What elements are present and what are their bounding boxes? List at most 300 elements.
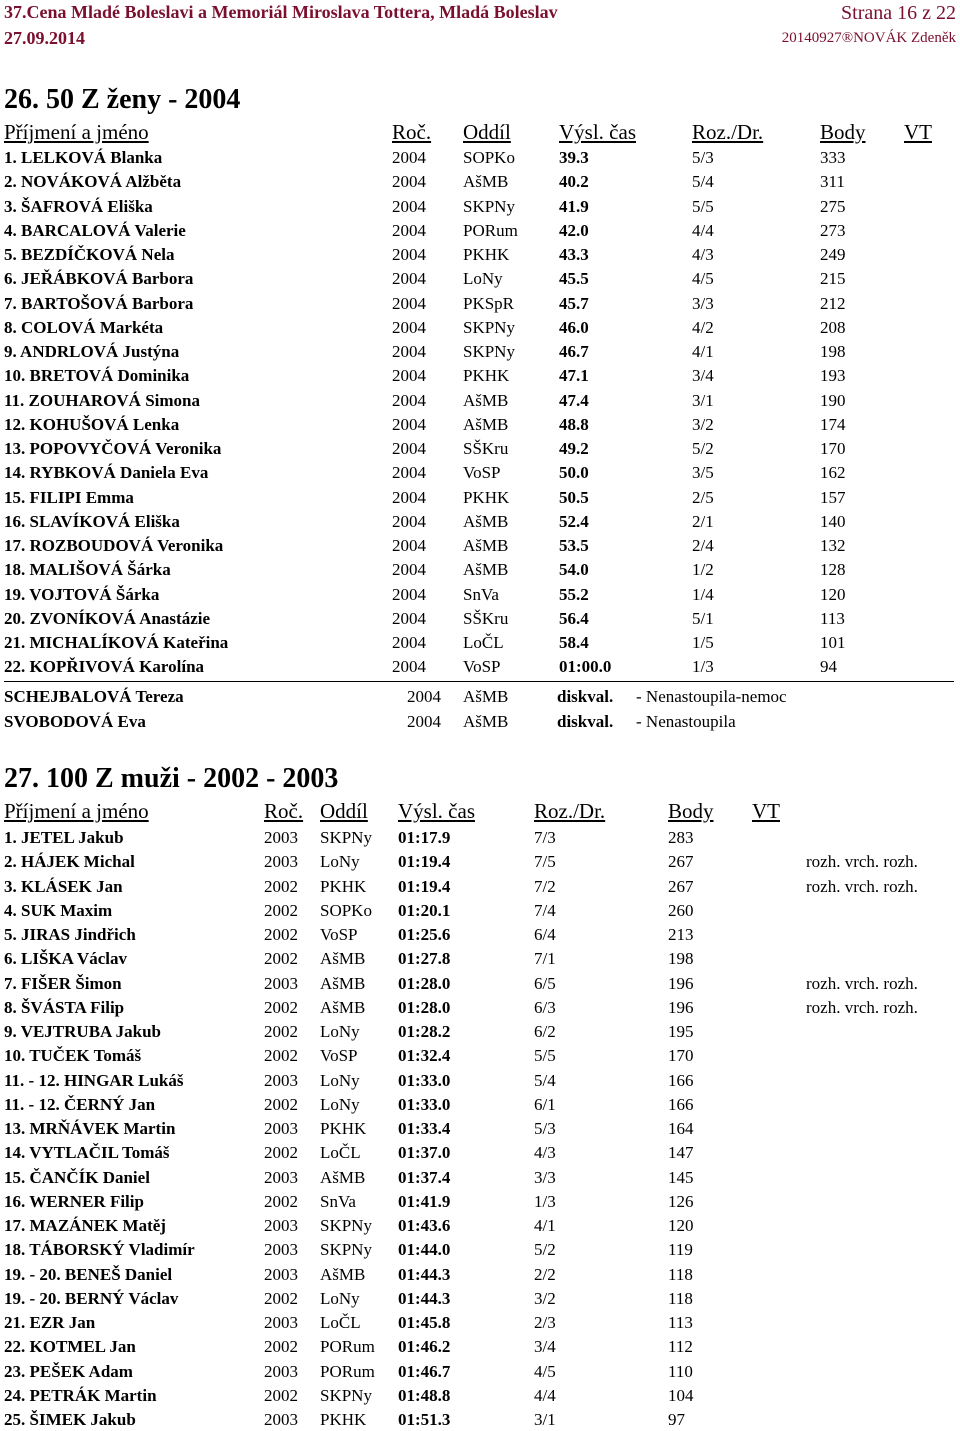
cell-club: AšMB	[463, 536, 509, 555]
cell-split: 2/1	[692, 512, 714, 531]
cell-year: 2003	[264, 974, 298, 993]
header-line-1	[4, 2, 956, 26]
cell-time: 01:33.0	[398, 1095, 451, 1114]
cell-year: 2003	[264, 1168, 298, 1187]
cell-name: 24. PETRÁK Martin	[4, 1386, 157, 1405]
cell-points: 267	[668, 877, 694, 896]
cell-year: 2003	[264, 1313, 298, 1332]
cell-split: 3/4	[534, 1337, 556, 1356]
cell-year: 2003	[264, 828, 298, 847]
cell-year: 2004	[392, 197, 426, 216]
cell-split: 5/3	[692, 148, 714, 167]
cell-points: 215	[820, 269, 846, 288]
cell-club: AšMB	[463, 512, 509, 531]
cell-points: 283	[668, 828, 694, 847]
cell-name: 11. ZOUHAROVÁ Simona	[4, 391, 200, 410]
cell-year: 2003	[264, 1119, 298, 1138]
cell-name: 21. EZR Jan	[4, 1313, 96, 1332]
cell-year: 2002	[264, 901, 298, 920]
cell-name: 23. PEŠEK Adam	[4, 1362, 133, 1381]
dq-cell-status: diskval.	[557, 687, 614, 706]
cell-club: PKHK	[463, 488, 510, 507]
cell-time: 46.7	[559, 342, 589, 361]
cell-year: 2004	[392, 657, 426, 676]
cell-club: PKHK	[463, 245, 510, 264]
cell-time: 01:19.4	[398, 852, 451, 871]
cell-split: 6/2	[534, 1022, 556, 1041]
cell-points: 104	[668, 1386, 694, 1405]
dq-cell-name: SVOBODOVÁ Eva	[4, 712, 146, 731]
cell-time: 01:45.8	[398, 1313, 451, 1332]
cell-club: SKPNy	[320, 1216, 372, 1235]
cell-name: 17. ROZBOUDOVÁ Veronika	[4, 536, 224, 555]
cell-club: VoSP	[463, 657, 501, 676]
cell-split: 2/2	[534, 1265, 556, 1284]
cell-points: 174	[820, 415, 846, 434]
cell-split: 1/2	[692, 560, 714, 579]
section-title: 27. 100 Z muži - 2002 - 2003	[4, 763, 339, 794]
cell-split: 7/3	[534, 828, 556, 847]
cell-time: 47.4	[559, 391, 589, 410]
author-stamp: 20140927®NOVÁK Zdeněk	[781, 30, 956, 46]
cell-year: 2004	[392, 560, 426, 579]
cell-year: 2003	[264, 1071, 298, 1090]
column-header-time: Výsl. čas	[398, 799, 475, 823]
cell-split: 3/3	[534, 1168, 556, 1187]
cell-year: 2002	[264, 1095, 298, 1114]
cell-points: 208	[820, 318, 846, 337]
cell-club: SOPKo	[320, 901, 372, 920]
cell-points: 140	[820, 512, 846, 531]
cell-split: 7/5	[534, 852, 556, 871]
cell-split: 4/1	[692, 342, 714, 361]
cell-club: PKHK	[320, 1119, 367, 1138]
cell-split: 6/4	[534, 925, 556, 944]
cell-points: 110	[668, 1362, 693, 1381]
cell-year: 2004	[392, 318, 426, 337]
cell-year: 2004	[392, 172, 426, 191]
cell-name: 1. LELKOVÁ Blanka	[4, 148, 163, 167]
cell-time: 42.0	[559, 221, 589, 240]
cell-club: SKPNy	[320, 828, 372, 847]
cell-points: 120	[668, 1216, 694, 1235]
cell-time: 01:44.0	[398, 1240, 451, 1259]
column-header-year: Roč.	[392, 120, 432, 144]
cell-time: 01:25.6	[398, 925, 451, 944]
cell-club: PKHK	[463, 366, 510, 385]
cell-club: LoNy	[320, 852, 360, 871]
cell-name: 16. WERNER Filip	[4, 1192, 144, 1211]
cell-name: 3. KLÁSEK Jan	[4, 877, 123, 896]
cell-name: 7. FIŠER Šimon	[4, 974, 122, 993]
cell-name: 2. HÁJEK Michal	[4, 852, 135, 871]
cell-points: 112	[668, 1337, 693, 1356]
cell-name: 2. NOVÁKOVÁ Alžběta	[4, 172, 182, 191]
cell-name: 4. BARCALOVÁ Valerie	[4, 221, 186, 240]
cell-vt: rozh. vrch. rozh.	[806, 974, 918, 993]
cell-split: 7/2	[534, 877, 556, 896]
cell-club: AšMB	[463, 172, 509, 191]
column-header-name: Příjmení a jméno	[4, 799, 149, 823]
cell-club: AšMB	[320, 998, 366, 1017]
section-divider	[4, 681, 954, 682]
cell-club: SnVa	[320, 1192, 356, 1211]
cell-time: 43.3	[559, 245, 589, 264]
cell-split: 4/5	[534, 1362, 556, 1381]
cell-name: 21. MICHALÍKOVÁ Kateřina	[4, 633, 229, 652]
cell-split: 4/3	[534, 1143, 556, 1162]
competition-title: 37.Cena Mladé Boleslavi a Memoriál Miroslava Tottera, Mladá Boleslav	[4, 2, 558, 22]
cell-points: 118	[668, 1265, 693, 1284]
cell-time: 01:43.6	[398, 1216, 451, 1235]
cell-name: 6. LIŠKA Václav	[4, 949, 127, 968]
cell-time: 50.5	[559, 488, 589, 507]
cell-points: 170	[820, 439, 846, 458]
cell-time: 40.2	[559, 172, 589, 191]
column-header-name: Příjmení a jméno	[4, 120, 149, 144]
cell-time: 58.4	[559, 633, 589, 652]
cell-points: 311	[820, 172, 845, 191]
cell-name: 14. RYBKOVÁ Daniela Eva	[4, 463, 209, 482]
cell-split: 1/3	[534, 1192, 556, 1211]
cell-points: 145	[668, 1168, 694, 1187]
cell-split: 4/3	[692, 245, 714, 264]
cell-time: 41.9	[559, 197, 589, 216]
cell-time: 46.0	[559, 318, 589, 337]
cell-club: AšMB	[320, 1168, 366, 1187]
cell-name: 1. JETEL Jakub	[4, 828, 124, 847]
column-header-club: Oddíl	[320, 799, 368, 823]
dq-cell-name: SCHEJBALOVÁ Tereza	[4, 687, 184, 706]
cell-split: 3/2	[534, 1289, 556, 1308]
cell-points: 164	[668, 1119, 694, 1138]
cell-year: 2003	[264, 1240, 298, 1259]
cell-year: 2004	[392, 536, 426, 555]
cell-year: 2003	[264, 1362, 298, 1381]
cell-time: 01:32.4	[398, 1046, 451, 1065]
cell-split: 5/2	[534, 1240, 556, 1259]
cell-club: SŠKru	[463, 609, 509, 628]
cell-year: 2004	[392, 294, 426, 313]
cell-name: 4. SUK Maxim	[4, 901, 113, 920]
dq-cell-status: diskval.	[557, 712, 614, 731]
cell-points: 126	[668, 1192, 694, 1211]
cell-time: 01:33.0	[398, 1071, 451, 1090]
cell-split: 6/1	[534, 1095, 556, 1114]
cell-club: SKPNy	[463, 342, 515, 361]
cell-year: 2004	[392, 269, 426, 288]
cell-time: 01:28.0	[398, 998, 451, 1017]
cell-club: AšMB	[463, 391, 509, 410]
cell-split: 1/5	[692, 633, 714, 652]
cell-split: 1/4	[692, 585, 714, 604]
cell-points: 198	[668, 949, 694, 968]
cell-points: 267	[668, 852, 694, 871]
cell-points: 120	[820, 585, 846, 604]
cell-club: AšMB	[320, 974, 366, 993]
cell-split: 3/2	[692, 415, 714, 434]
cell-points: 97	[668, 1410, 685, 1429]
cell-club: SnVa	[463, 585, 499, 604]
cell-year: 2004	[392, 245, 426, 264]
cell-split: 4/4	[534, 1386, 556, 1405]
cell-year: 2004	[392, 463, 426, 482]
section-title: 26. 50 Z ženy - 2004	[4, 84, 241, 115]
cell-split: 6/3	[534, 998, 556, 1017]
cell-club: SKPNy	[320, 1240, 372, 1259]
column-header-vt: VT	[752, 799, 780, 823]
cell-vt: rozh. vrch. rozh.	[806, 877, 918, 896]
cell-time: 47.1	[559, 366, 589, 385]
cell-club: AšMB	[320, 949, 366, 968]
cell-split: 3/1	[534, 1410, 556, 1429]
cell-name: 7. BARTOŠOVÁ Barbora	[4, 294, 194, 313]
cell-year: 2002	[264, 949, 298, 968]
cell-year: 2004	[392, 366, 426, 385]
cell-points: 193	[820, 366, 846, 385]
cell-split: 6/5	[534, 974, 556, 993]
cell-time: 01:33.4	[398, 1119, 451, 1138]
cell-time: 01:00.0	[559, 657, 612, 676]
cell-time: 01:37.4	[398, 1168, 451, 1187]
cell-name: 20. ZVONÍKOVÁ Anastázie	[4, 609, 211, 628]
cell-points: 132	[820, 536, 846, 555]
cell-points: 128	[820, 560, 846, 579]
cell-time: 01:44.3	[398, 1289, 451, 1308]
dq-cell-note: - Nenastoupila-nemoc	[636, 687, 787, 706]
cell-time: 01:20.1	[398, 901, 451, 920]
cell-club: SKPNy	[463, 318, 515, 337]
cell-year: 2002	[264, 1143, 298, 1162]
cell-name: 13. POPOVYČOVÁ Veronika	[4, 439, 222, 458]
cell-split: 3/4	[692, 366, 714, 385]
cell-club: PORum	[463, 221, 518, 240]
cell-year: 2002	[264, 1046, 298, 1065]
cell-split: 5/2	[692, 439, 714, 458]
cell-club: SKPNy	[320, 1386, 372, 1405]
cell-club: LoČL	[320, 1313, 361, 1332]
cell-name: 11. - 12. HINGAR Lukáš	[4, 1071, 184, 1090]
cell-name: 19. - 20. BENEŠ Daniel	[4, 1265, 173, 1284]
cell-name: 13. MRŇÁVEK Martin	[4, 1119, 176, 1138]
cell-split: 5/5	[534, 1046, 556, 1065]
cell-name: 14. VYTLAČIL Tomáš	[4, 1143, 170, 1162]
cell-time: 45.7	[559, 294, 589, 313]
cell-club: VoSP	[320, 925, 358, 944]
cell-year: 2002	[264, 1192, 298, 1211]
page-number: Strana 16 z 22	[841, 2, 956, 24]
cell-name: 3. ŠAFROVÁ Eliška	[4, 197, 153, 216]
cell-time: 01:46.2	[398, 1337, 451, 1356]
cell-points: 196	[668, 974, 694, 993]
cell-time: 39.3	[559, 148, 589, 167]
cell-name: 9. ANDRLOVÁ Justýna	[4, 342, 180, 361]
cell-name: 16. SLAVÍKOVÁ Eliška	[4, 512, 180, 531]
cell-points: 162	[820, 463, 846, 482]
cell-club: LoČL	[463, 633, 504, 652]
cell-time: 01:46.7	[398, 1362, 451, 1381]
cell-time: 50.0	[559, 463, 589, 482]
cell-vt: rozh. vrch. rozh.	[806, 998, 918, 1017]
cell-time: 45.5	[559, 269, 589, 288]
cell-year: 2004	[392, 342, 426, 361]
cell-split: 4/2	[692, 318, 714, 337]
cell-time: 55.2	[559, 585, 589, 604]
column-header-year: Roč.	[264, 799, 304, 823]
cell-year: 2004	[392, 609, 426, 628]
cell-year: 2004	[392, 391, 426, 410]
cell-year: 2003	[264, 852, 298, 871]
column-header-points: Body	[820, 120, 866, 144]
cell-name: 5. BEZDÍČKOVÁ Nela	[4, 245, 175, 264]
cell-points: 196	[668, 998, 694, 1017]
cell-year: 2004	[392, 148, 426, 167]
cell-split: 2/4	[692, 536, 714, 555]
cell-name: 8. COLOVÁ Markéta	[4, 318, 164, 337]
cell-points: 94	[820, 657, 837, 676]
cell-club: LoNy	[320, 1071, 360, 1090]
cell-points: 195	[668, 1022, 694, 1041]
cell-vt: rozh. vrch. rozh.	[806, 852, 918, 871]
cell-year: 2003	[264, 1265, 298, 1284]
cell-name: 11. - 12. ČERNÝ Jan	[4, 1095, 156, 1114]
cell-time: 52.4	[559, 512, 589, 531]
cell-name: 15. ČANČÍK Daniel	[4, 1168, 150, 1187]
cell-time: 01:17.9	[398, 828, 451, 847]
cell-club: LoČL	[320, 1143, 361, 1162]
cell-name: 22. KOPŘIVOVÁ Karolína	[4, 657, 205, 676]
cell-club: VoSP	[463, 463, 501, 482]
cell-time: 01:41.9	[398, 1192, 451, 1211]
cell-split: 3/5	[692, 463, 714, 482]
cell-split: 1/3	[692, 657, 714, 676]
cell-name: 5. JIRAS Jindřich	[4, 925, 136, 944]
cell-year: 2002	[264, 1289, 298, 1308]
cell-club: AšMB	[320, 1265, 366, 1284]
cell-name: 10. TUČEK Tomáš	[4, 1046, 142, 1065]
cell-year: 2002	[264, 925, 298, 944]
cell-time: 01:19.4	[398, 877, 451, 896]
cell-year: 2004	[392, 633, 426, 652]
cell-name: 6. JEŘÁBKOVÁ Barbora	[4, 269, 194, 288]
cell-club: PKSpR	[463, 294, 515, 313]
cell-time: 01:44.3	[398, 1265, 451, 1284]
cell-points: 113	[820, 609, 845, 628]
cell-name: 15. FILIPI Emma	[4, 488, 134, 507]
cell-points: 101	[820, 633, 846, 652]
cell-time: 01:28.2	[398, 1022, 451, 1041]
cell-name: 25. ŠIMEK Jakub	[4, 1410, 136, 1429]
cell-club: VoSP	[320, 1046, 358, 1065]
cell-points: 212	[820, 294, 846, 313]
cell-club: SOPKo	[463, 148, 515, 167]
cell-club: AšMB	[463, 415, 509, 434]
cell-club: SKPNy	[463, 197, 515, 216]
cell-year: 2002	[264, 1386, 298, 1405]
header-line-2	[4, 28, 956, 52]
cell-name: 9. VEJTRUBA Jakub	[4, 1022, 161, 1041]
cell-year: 2004	[392, 221, 426, 240]
cell-split: 7/4	[534, 901, 556, 920]
competition-date: 27.09.2014	[4, 28, 85, 48]
cell-points: 166	[668, 1071, 694, 1090]
cell-club: SŠKru	[463, 439, 509, 458]
dq-cell-year: 2004	[407, 712, 441, 731]
cell-points: 273	[820, 221, 846, 240]
cell-time: 01:48.8	[398, 1386, 451, 1405]
cell-name: 18. TÁBORSKÝ Vladimír	[4, 1240, 195, 1259]
cell-split: 2/5	[692, 488, 714, 507]
cell-points: 147	[668, 1143, 694, 1162]
dq-cell-year: 2004	[407, 687, 441, 706]
cell-time: 01:51.3	[398, 1410, 451, 1429]
cell-name: 10. BRETOVÁ Dominika	[4, 366, 190, 385]
cell-points: 113	[668, 1313, 693, 1332]
cell-split: 5/4	[692, 172, 714, 191]
column-header-split: Roz./Dr.	[692, 120, 764, 144]
cell-club: PKHK	[320, 877, 367, 896]
dq-cell-club: AšMB	[463, 687, 509, 706]
cell-name: 22. KOTMEL Jan	[4, 1337, 136, 1356]
cell-year: 2002	[264, 1022, 298, 1041]
cell-split: 5/5	[692, 197, 714, 216]
cell-time: 01:28.0	[398, 974, 451, 993]
cell-points: 157	[820, 488, 846, 507]
cell-year: 2004	[392, 585, 426, 604]
cell-points: 333	[820, 148, 846, 167]
cell-split: 4/5	[692, 269, 714, 288]
cell-time: 48.8	[559, 415, 589, 434]
cell-name: 18. MALIŠOVÁ Šárka	[4, 560, 171, 579]
cell-year: 2002	[264, 1337, 298, 1356]
cell-points: 213	[668, 925, 694, 944]
cell-split: 3/1	[692, 391, 714, 410]
cell-club: AšMB	[463, 560, 509, 579]
cell-club: PORum	[320, 1362, 375, 1381]
cell-time: 49.2	[559, 439, 589, 458]
cell-year: 2004	[392, 415, 426, 434]
column-header-points: Body	[668, 799, 714, 823]
cell-club: LoNy	[320, 1022, 360, 1041]
cell-time: 01:37.0	[398, 1143, 451, 1162]
cell-points: 198	[820, 342, 846, 361]
cell-points: 166	[668, 1095, 694, 1114]
column-header-time: Výsl. čas	[559, 120, 636, 144]
cell-year: 2002	[264, 877, 298, 896]
dq-cell-club: AšMB	[463, 712, 509, 731]
cell-name: 19. VOJTOVÁ Šárka	[4, 585, 160, 604]
cell-split: 5/4	[534, 1071, 556, 1090]
cell-points: 119	[668, 1240, 693, 1259]
column-header-club: Oddíl	[463, 120, 511, 144]
cell-points: 275	[820, 197, 846, 216]
cell-club: PORum	[320, 1337, 375, 1356]
cell-name: 8. ŠVÁSTA Filip	[4, 998, 125, 1017]
cell-year: 2004	[392, 439, 426, 458]
cell-year: 2003	[264, 1410, 298, 1429]
dq-cell-note: - Nenastoupila	[636, 712, 736, 731]
cell-year: 2002	[264, 998, 298, 1017]
cell-name: 12. KOHUŠOVÁ Lenka	[4, 415, 180, 434]
cell-year: 2003	[264, 1216, 298, 1235]
cell-split: 2/3	[534, 1313, 556, 1332]
cell-points: 190	[820, 391, 846, 410]
cell-split: 5/3	[534, 1119, 556, 1138]
cell-split: 4/4	[692, 221, 714, 240]
cell-points: 170	[668, 1046, 694, 1065]
cell-points: 260	[668, 901, 694, 920]
cell-time: 01:27.8	[398, 949, 451, 968]
